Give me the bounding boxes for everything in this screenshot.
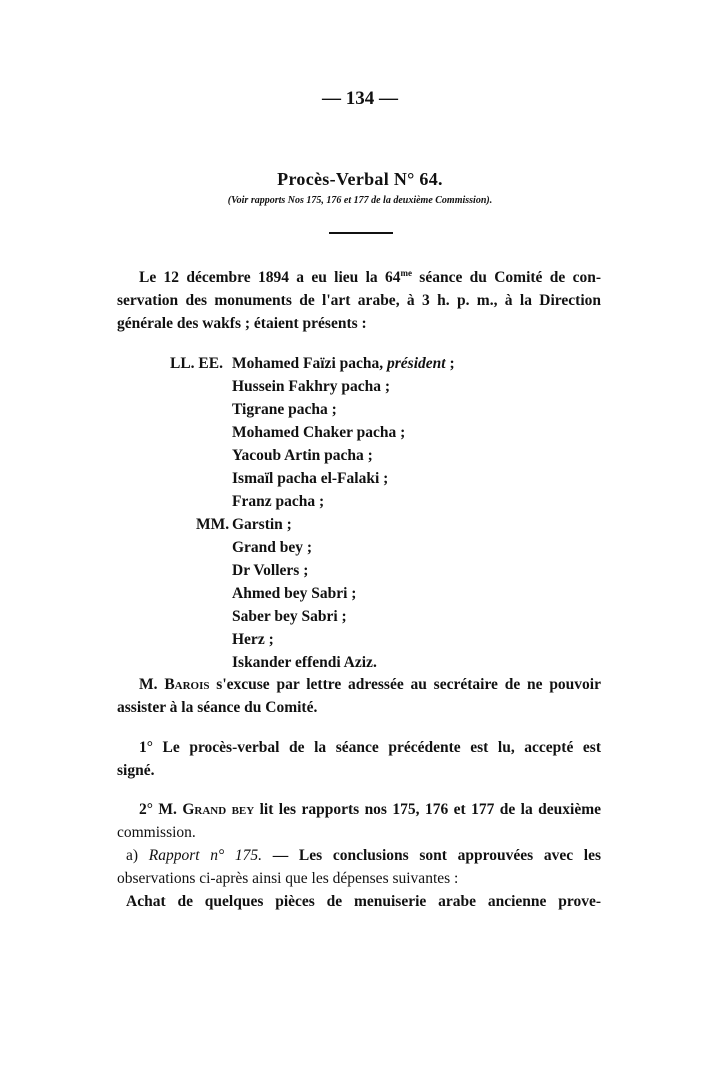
- excuse-line-2: assister à la séance du Comité.: [117, 699, 318, 716]
- attendee: Ismaïl pacha el-Falaki ;: [232, 470, 389, 487]
- attendee: Saber bey Sabri ;: [232, 608, 347, 625]
- attendee: Iskander effendi Aziz.: [232, 654, 377, 671]
- item-2-line-1: 2° M. Grand bey lit les rapports nos 175, 176 et 177 de la deuxième: [139, 801, 601, 818]
- page-title: Procès-Verbal N° 64.: [277, 169, 443, 189]
- person-name: Barois: [164, 676, 210, 693]
- ll-ee-label: LL. EE.: [170, 355, 223, 372]
- intro-line-1: Le 12 décembre 1894 a eu lieu la $64^{me}$ séance du Comité de con-: [139, 267, 601, 286]
- subtitle: (Voir rapports Nos 175, 176 et 177 de la deuxième Commission).: [227, 195, 493, 206]
- intro-paragraph: [117, 266, 601, 335]
- title-rule: [329, 232, 393, 234]
- attendee: Garstin ;: [232, 516, 292, 533]
- excuse-line-1: M. Barois s'excuse par lettre adressée au secrétaire de ne pouvoir: [139, 676, 601, 693]
- intro-line-2: servation des monuments de l'art arabe, à 3 h. p. m., à la Direction: [117, 292, 601, 309]
- attendee: Franz pacha ;: [232, 493, 325, 510]
- item-1-line-2: signé.: [117, 762, 155, 779]
- attendee: Mohamed Chaker pacha ;: [232, 424, 406, 441]
- page-number: — 134 —: [322, 88, 398, 109]
- attendee: Ahmed bey Sabri ;: [232, 585, 357, 602]
- attendee: Dr Vollers ;: [232, 562, 309, 579]
- attendee: Tigrane pacha ;: [232, 401, 337, 418]
- intro-line-3: générale des wakfs ; étaient présents :: [117, 315, 367, 332]
- attendee: Grand bey ;: [232, 539, 313, 556]
- item-2-line-5: Achat de quelques pièces de menuiserie arabe ancienne prove-: [126, 893, 601, 910]
- attendee: Hussein Fakhry pacha ;: [232, 378, 391, 395]
- attendee: Herz ;: [232, 631, 274, 648]
- attendee-president: Mohamed Faïzi pacha, président ;: [232, 355, 455, 372]
- item-2-paragraph: [117, 798, 601, 913]
- item-2-line-2: commission.: [117, 824, 196, 841]
- item-2-line-4: observations ci-après ainsi que les dépenses suivantes :: [117, 870, 459, 887]
- mm-label: MM.: [196, 516, 230, 533]
- attendee: Yacoub Artin pacha ;: [232, 447, 373, 464]
- item-1-paragraph: [117, 736, 601, 782]
- report-reference: Rapport n° 175.: [148, 847, 263, 864]
- excuse-paragraph: [117, 673, 601, 719]
- item-1-line-1: 1° Le procès-verbal de la séance précédente est lu, accepté est: [139, 739, 601, 756]
- president-role: président: [387, 355, 446, 372]
- person-name: Grand bey: [182, 801, 255, 818]
- item-2-line-3: a) Rapport n° 175. — Les conclusions sont approuvées avec les: [126, 847, 601, 864]
